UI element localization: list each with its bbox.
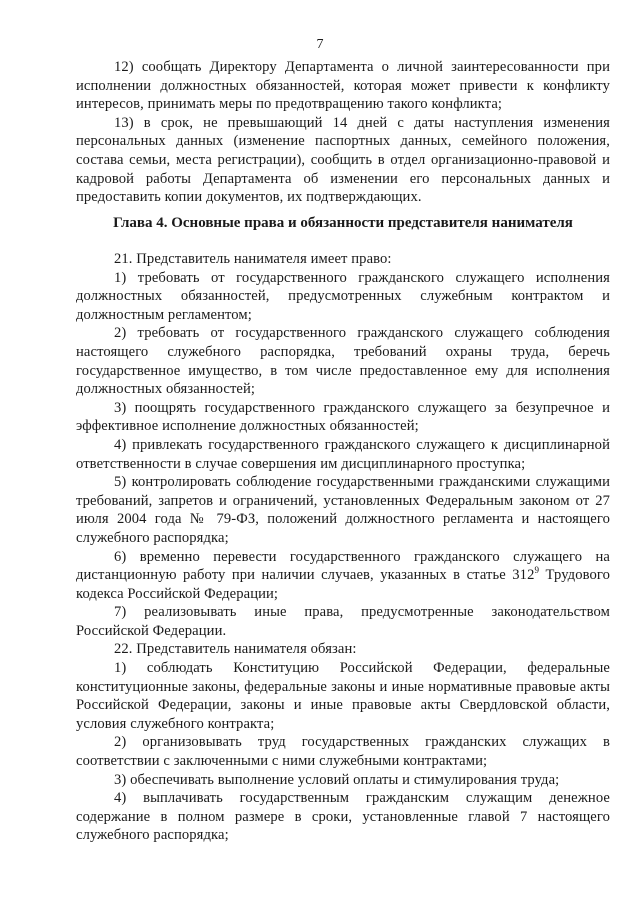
paragraph-21-item-6-text: 6) временно перевести государственного гражданского служащего на дистанционную работу при наличии случаев, указанных в статье 312 (76, 548, 610, 584)
paragraph-21-item-5: 5) контролировать соблюдение государственными гражданскими служащими требований, запретов и ограничений, установленных Федеральным законом от 27 июля 2004 года № 79-ФЗ, положений должностного регламента и настоящего служебного распорядка; (76, 474, 610, 546)
paragraph-item-12: 12) сообщать Директору Департамента о личной заинтересованности при исполнении должностных обязанностей, которая может привести к конфликту интересов, принимать меры по предотвращению такого конфликта; (76, 59, 610, 113)
paragraph-21-item-1: 1) требовать от государственного гражданского служащего исполнения должностных обязанностей, предусмотренных служебным контрактом и должностным регламентом; (76, 269, 610, 323)
paragraph-22: 22. Представитель нанимателя обязан: (114, 641, 357, 658)
page-number: 7 (316, 37, 324, 52)
paragraph-22-item-3: 3) обеспечивать выполнение условий оплаты и стимулирования труда; (114, 771, 560, 788)
chapter-heading: Глава 4. Основные права и обязанности представителя нанимателя (113, 215, 573, 231)
article-superscript: 9 (534, 565, 540, 576)
paragraph-21-item-2: 2) требовать от государственного гражданского служащего соблюдения настоящего служебного распорядка, требований охраны труда, беречь государственное имущество, в том числе предоставленное ему для исполнения должностных обязанностей; (76, 325, 610, 398)
body-paragraphs (76, 250, 610, 845)
paragraph-21-item-4: 4) привлекать государственного гражданского служащего к дисциплинарной ответственности в случае совершения им дисциплинарного проступка; (76, 436, 610, 472)
top-paragraphs (76, 58, 610, 207)
paragraph-21-item-6-tail: Трудового кодекса Российской Федерации; (76, 567, 610, 602)
paragraph-22-item-2: 2) организовывать труд государственных гражданских служащих в соответствии с заключенными с ними служебными контрактами; (76, 734, 610, 770)
paragraph-21-item-3: 3) поощрять государственного гражданского служащего за безупречное и эффективное исполнение должностных обязанностей; (76, 399, 610, 435)
paragraph-22-item-1: 1) соблюдать Конституцию Российской Федерации, федеральные конституционные законы, федеральные законы и иные нормативные правовые акты Российской Федерации, законы и иные правовые акты Свердловской области, условия служебного контракта; (76, 660, 610, 732)
paragraph-22-item-4: 4) выплачивать государственным гражданским служащим денежное содержание в полном размере в сроки, установленные главой 7 настоящего служебного распорядка; (76, 790, 610, 844)
paragraph-21-item-6 (76, 548, 610, 604)
paragraph-21: 21. Представитель нанимателя имеет право: (114, 251, 392, 267)
paragraph-item-13: 13) в срок, не превышающий 14 дней с даты наступления изменения персональных данных (изменение паспортных данных, семейного положения, состава семьи, места регистрации), сообщить в отдел организационно-правовой и кадровой работы Департамента об изменении его персональных данных и предоставить копии документов, их подтверждающих. (76, 114, 610, 206)
paragraph-21-item-7: 7) реализовывать иные права, предусмотренные законодательством Российской Федерации. (76, 604, 610, 639)
